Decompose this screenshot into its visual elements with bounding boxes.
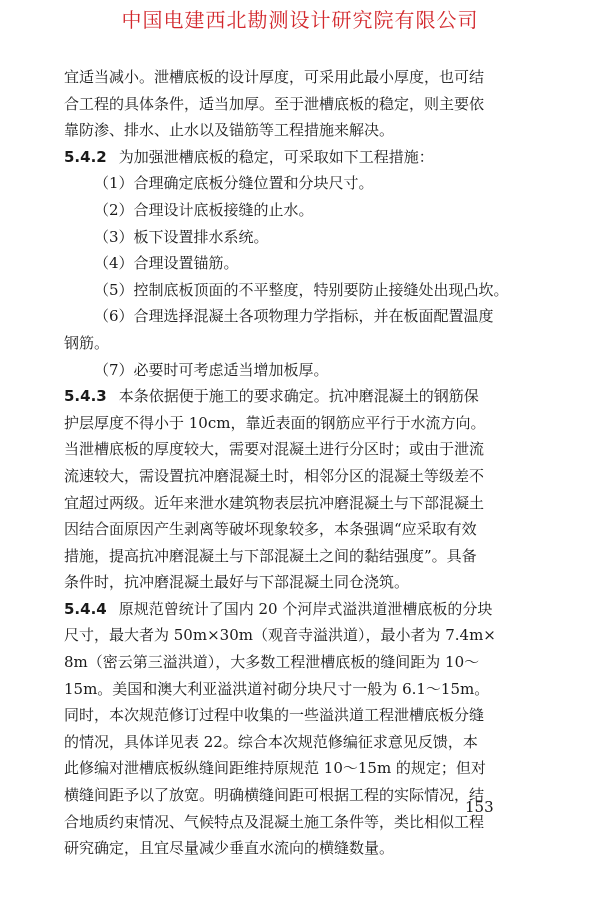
line-text: 合地质约束情况、气候特点及混凝土施工条件等，类比相似工程 [64,812,485,831]
line-text: 护层厚度不得小于 10cm，靠近表面的钢筋应平行于水流方向。 [64,413,486,432]
text-line [64,755,534,782]
line-text: 研究确定，且宜尽量减少垂直水流向的横缝数量。 [64,839,395,858]
section-number: 5.4.4 [64,599,107,618]
text-line [64,835,534,862]
line-text: （4）合理设置锚筋。 [94,254,239,273]
line-text: 当泄槽底板的厚度较大，需要对混凝土进行分区时；或由于泄流 [64,440,485,459]
line-text: 因结合面原因产生剥离等破坏现象较多，本条强调“应采取有效 [64,520,477,539]
line-text: 15m。美国和澳大利亚溢洪道衬砌分块尺寸一般为 6.1～15m。 [64,679,490,698]
text-line [64,197,534,224]
text-line [64,702,534,729]
text-line [64,569,534,596]
line-text: 此修编对泄槽底板纵缝间距维持原规范 10～15m 的规定；但对 [64,759,486,778]
text-line [64,410,534,437]
text-line [64,224,534,251]
line-text: （3）板下设置排水系统。 [94,227,269,246]
text-line [64,622,534,649]
text-line [64,357,534,384]
text-line [64,170,534,197]
text-line [64,676,534,703]
text-line [64,330,534,357]
line-text: （6）合理选择混凝土各项物理力学指标，并在板面配置温度 [94,307,494,326]
line-text: （7）必要时可考虑适当增加板厚。 [94,360,329,379]
text-line [64,117,534,144]
text-line [64,91,534,118]
text-line [64,596,534,623]
text-line [64,436,534,463]
text-line [64,303,534,330]
document-body [64,64,534,862]
text-line [64,277,534,304]
line-text: 原规范曾统计了国内 20 个河岸式溢洪道泄槽底板的分块 [118,599,493,618]
line-text: 本条依据便于施工的要求确定。抗冲磨混凝土的钢筋保 [118,387,479,406]
text-line [64,490,534,517]
line-text: 横缝间距予以了放宽。明确横缝间距可根据工程的实际情况，结 [64,786,485,805]
line-text: （2）合理设计底板接缝的止水。 [94,200,314,219]
line-text: 靠防渗、排水、止水以及锚筋等工程措施来解决。 [64,121,395,140]
line-text: 流速较大，需设置抗冲磨混凝土时，相邻分区的混凝土等级差不 [64,466,485,485]
text-line [64,649,534,676]
text-line [64,809,534,836]
text-line [64,64,534,91]
text-line [64,516,534,543]
line-text: 同时，本次规范修订过程中收集的一些溢洪道工程泄槽底板分缝 [64,706,485,725]
page-number: 153 [465,798,494,816]
text-line [64,782,534,809]
section-number: 5.4.2 [64,147,107,166]
text-line [64,144,534,171]
text-line [64,543,534,570]
line-text: 宜适当减小。泄槽底板的设计厚度，可采用此最小厚度，也可结 [64,68,485,86]
line-text: 合工程的具体条件，适当加厚。至于泄槽底板的稳定，则主要依 [64,94,485,113]
page-header: 中国电建西北勘测设计研究院有限公司 [121,8,479,32]
line-text: （5）控制底板顶面的不平整度，特别要防止接缝处出现凸坎。 [94,280,509,299]
text-line [64,463,534,490]
line-text: 8m（密云第三溢洪道），大多数工程泄槽底板的缝间距为 10～ [64,653,480,672]
section-number: 5.4.3 [64,387,107,406]
line-text: 尺寸，最大者为 50m×30m（观音寺溢洪道），最小者为 7.4m× [64,626,496,645]
line-text: 为加强泄槽底板的稳定，可采取如下工程措施： [118,147,434,166]
line-text: 宜超过两级。近年来泄水建筑物表层抗冲磨混凝土与下部混凝土 [64,493,485,512]
text-line [64,729,534,756]
line-text: 钢筋。 [64,333,110,352]
text-line [64,383,534,410]
line-text: 措施，提高抗冲磨混凝土与下部混凝土之间的黏结强度”。具备 [64,546,477,565]
line-text: 的情况，具体详见表 22。综合本次规范修编征求意见反馈，本 [64,732,478,751]
line-text: （1）合理确定底板分缝位置和分块尺寸。 [94,174,374,193]
text-line [64,250,534,277]
line-text: 条件时，抗冲磨混凝土最好与下部混凝土同仓浇筑。 [64,573,410,592]
